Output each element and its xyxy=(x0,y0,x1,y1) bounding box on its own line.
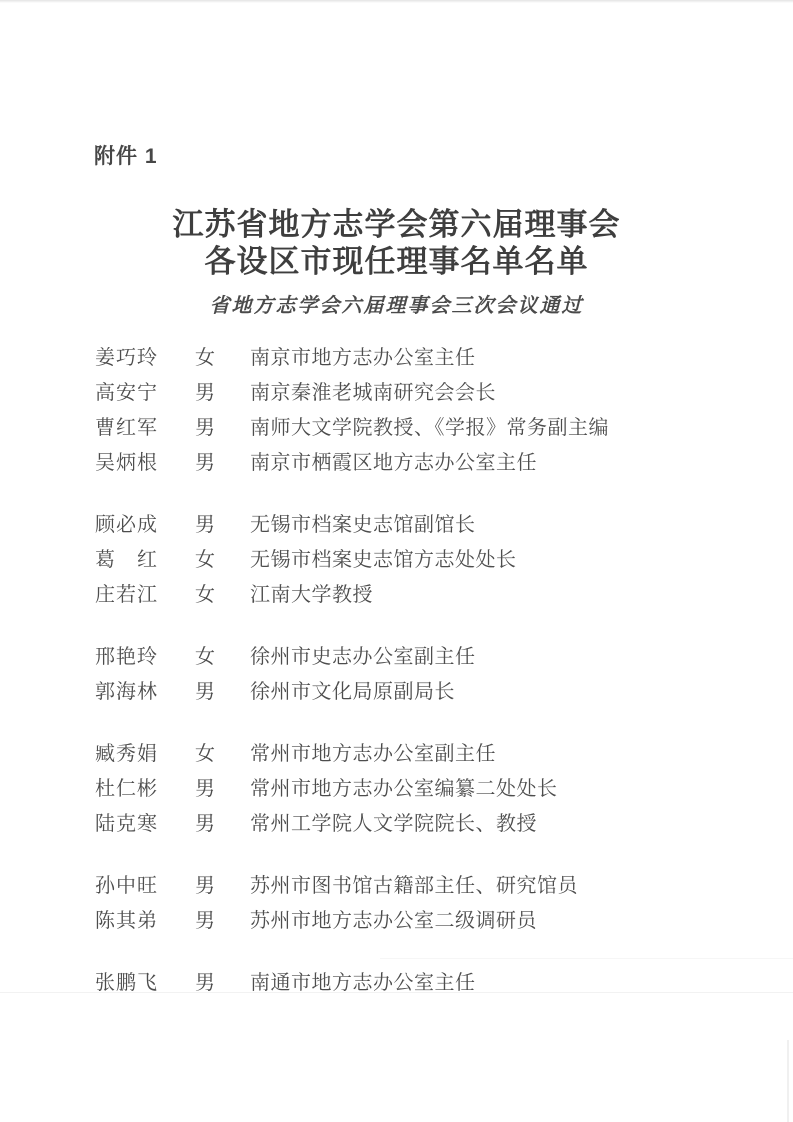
member-name: 葛 红 xyxy=(95,549,158,571)
member-name: 姜巧玲 xyxy=(95,347,158,369)
roster-row xyxy=(95,508,763,543)
member-name: 孙中旺 xyxy=(95,875,158,897)
scan-artifact-right-edge xyxy=(787,1040,789,1122)
member-gender: 女 xyxy=(195,549,215,571)
member-position: 徐州市史志办公室副主任 xyxy=(250,646,476,668)
member-position: 常州市地方志办公室编纂二处处长 xyxy=(250,778,558,800)
member-position: 苏州市图书馆古籍部主任、研究馆员 xyxy=(250,875,578,897)
member-position: 徐州市文化局原副局长 xyxy=(250,681,455,703)
roster-row xyxy=(95,640,763,675)
member-gender: 女 xyxy=(195,584,215,606)
member-gender: 男 xyxy=(195,813,215,835)
member-name: 臧秀娟 xyxy=(95,743,158,765)
roster-group-changzhou xyxy=(95,737,763,842)
roster-row xyxy=(95,807,763,842)
member-position: 南京市栖霞区地方志办公室主任 xyxy=(250,452,537,474)
roster-row xyxy=(95,411,763,446)
member-name: 庄若江 xyxy=(95,584,158,606)
roster-group-suzhou xyxy=(95,869,763,939)
member-position: 常州工学院人文学院院长、教授 xyxy=(250,813,537,835)
member-position: 江南大学教授 xyxy=(250,584,373,606)
roster-list xyxy=(95,341,763,1028)
member-position: 南师大文学院教授、《学报》常务副主编 xyxy=(250,417,609,439)
member-position: 无锡市档案史志馆方志处处长 xyxy=(250,549,517,571)
roster-row xyxy=(95,966,763,1001)
member-gender: 男 xyxy=(195,417,215,439)
roster-row xyxy=(95,904,763,939)
member-name: 曹红军 xyxy=(95,417,158,439)
document-subtitle: 省地方志学会六届理事会三次会议通过 xyxy=(209,295,584,317)
document-title-line2: 各设区市现任理事名单名单 xyxy=(204,244,589,279)
member-gender: 男 xyxy=(195,778,215,800)
member-position: 苏州市地方志办公室二级调研员 xyxy=(250,910,537,932)
roster-row xyxy=(95,341,763,376)
member-position: 南京市地方志办公室主任 xyxy=(250,347,476,369)
roster-group-wuxi xyxy=(95,508,763,613)
roster-row xyxy=(95,543,763,578)
member-gender: 男 xyxy=(195,382,215,404)
member-gender: 女 xyxy=(195,646,215,668)
member-gender: 男 xyxy=(195,910,215,932)
member-gender: 女 xyxy=(195,347,215,369)
attachment-label: 附件 1 xyxy=(94,145,158,168)
roster-row xyxy=(95,869,763,904)
member-gender: 男 xyxy=(195,452,215,474)
member-position: 常州市地方志办公室副主任 xyxy=(250,743,496,765)
member-gender: 男 xyxy=(195,972,215,994)
member-name: 高安宁 xyxy=(95,382,158,404)
member-name: 杜仁彬 xyxy=(95,778,158,800)
member-name: 陆克寒 xyxy=(95,813,158,835)
roster-group-nanjing xyxy=(95,341,763,481)
member-gender: 男 xyxy=(195,681,215,703)
member-name: 陈其弟 xyxy=(95,910,158,932)
member-name: 邢艳玲 xyxy=(95,646,158,668)
member-name: 吴炳根 xyxy=(95,452,158,474)
member-name: 顾必成 xyxy=(95,514,158,536)
title-block xyxy=(0,206,793,318)
member-gender: 男 xyxy=(195,875,215,897)
roster-row xyxy=(95,772,763,807)
roster-row xyxy=(95,376,763,411)
document-title-line1: 江苏省地方志学会第六届理事会 xyxy=(172,207,621,242)
member-gender: 男 xyxy=(195,514,215,536)
member-gender: 女 xyxy=(195,743,215,765)
member-position: 南通市地方志办公室主任 xyxy=(250,972,476,994)
roster-row xyxy=(95,675,763,710)
roster-row xyxy=(95,737,763,772)
member-name: 郭海林 xyxy=(95,681,158,703)
scan-artifact-top-edge xyxy=(0,0,793,3)
member-position: 无锡市档案史志馆副馆长 xyxy=(250,514,476,536)
member-name: 张鹏飞 xyxy=(95,972,158,994)
document-title xyxy=(0,206,793,280)
roster-row xyxy=(95,578,763,613)
member-position: 南京秦淮老城南研究会会长 xyxy=(250,382,496,404)
roster-group-nantong xyxy=(95,966,763,1001)
roster-group-xuzhou xyxy=(95,640,763,710)
roster-row xyxy=(95,446,763,481)
